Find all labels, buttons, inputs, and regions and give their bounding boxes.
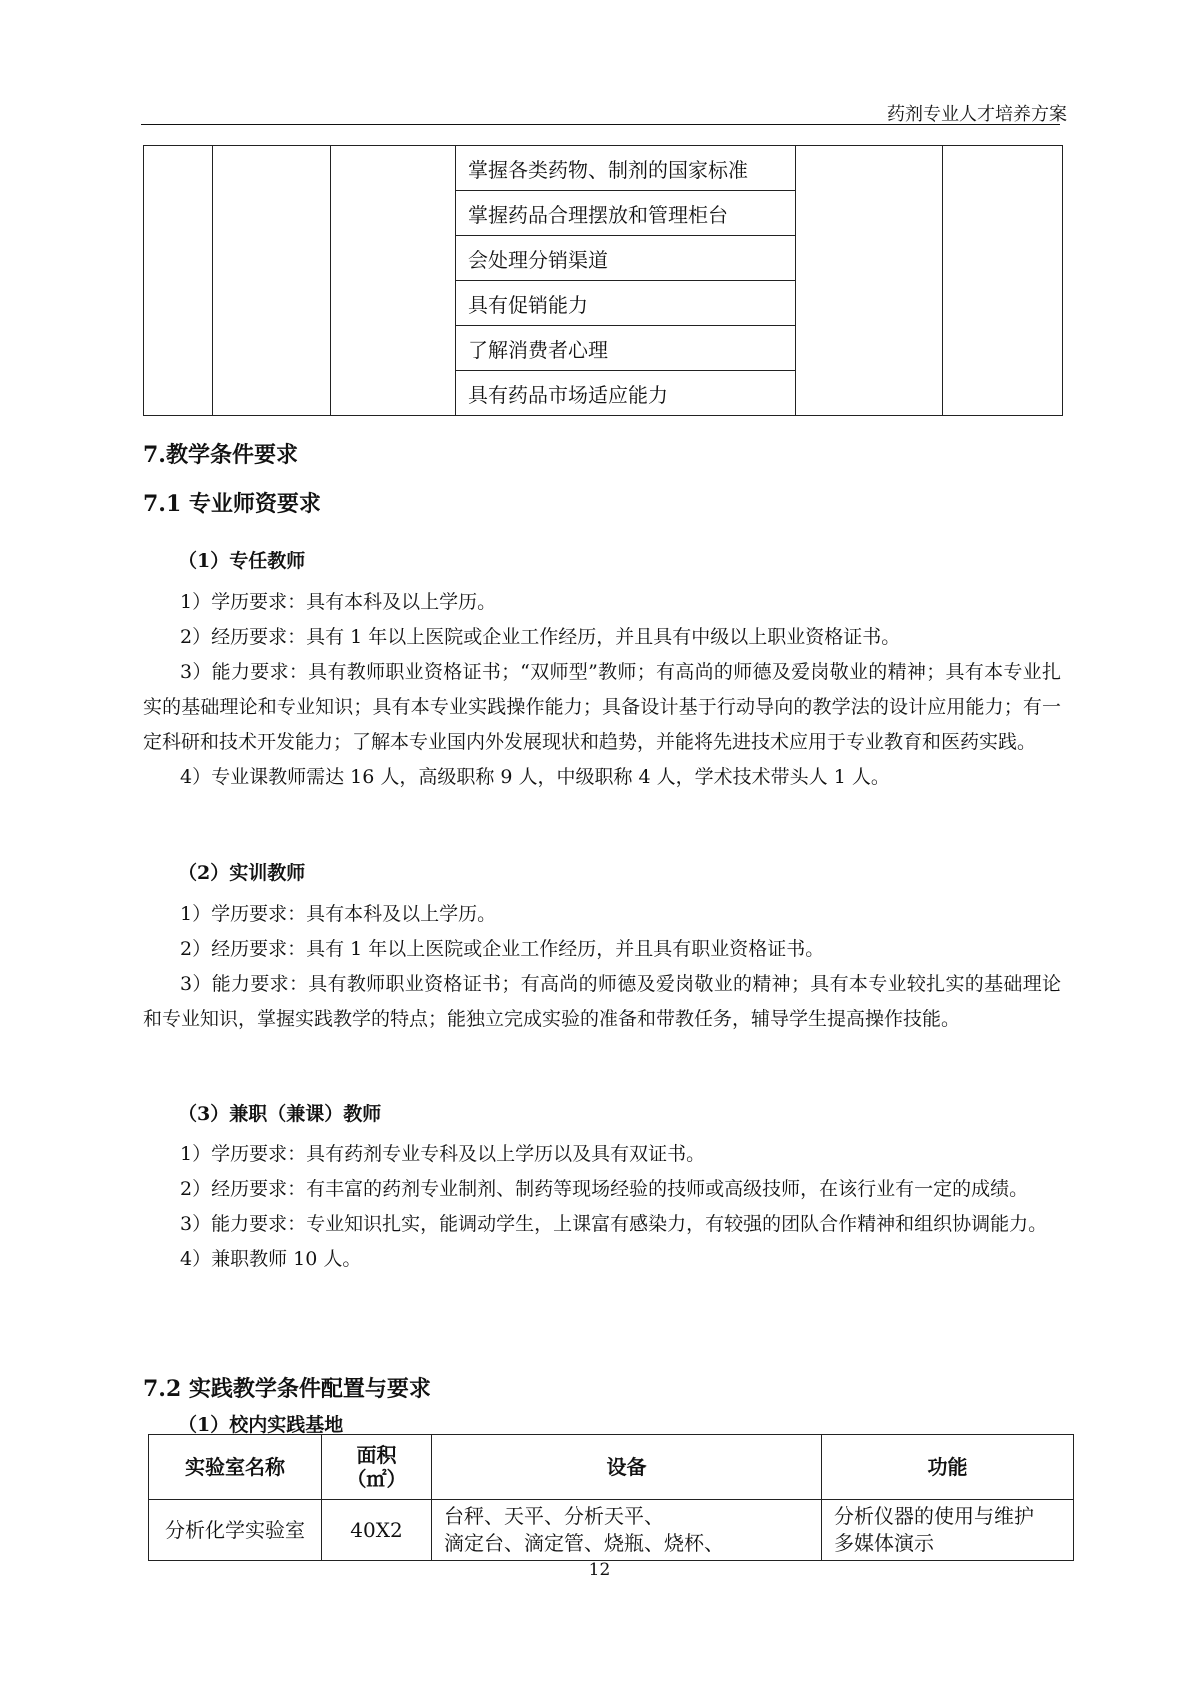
subsection-heading: 7.1 专业师资要求 [143, 491, 321, 517]
area-header-line1: 面积 [356, 1443, 397, 1467]
header-rule [141, 124, 1060, 125]
column-header-equipment: 设备 [432, 1435, 822, 1500]
requirement-item: 2）经历要求：具有 1 年以上医院或企业工作经历，并且具有职业资格证书。 [180, 938, 825, 960]
table-cell [144, 146, 213, 416]
competency-item: 具有促销能力 [456, 281, 796, 326]
table-row [149, 1500, 1074, 1561]
competency-item: 掌握药品合理摆放和管理柜台 [456, 191, 796, 236]
requirement-item: 1）学历要求：具有本科及以上学历。 [180, 591, 497, 613]
requirement-item: 3）能力要求：专业知识扎实，能调动学生，上课富有感染力，有较强的团队合作精神和组织协调能力。 [180, 1213, 1048, 1235]
requirement-item: 4）专业课教师需达 16 人，高级职称 9 人，中级职称 4 人，学术技术带头人 1 人。 [180, 766, 890, 788]
function-line: 多媒体演示 [834, 1531, 934, 1555]
competency-item: 会处理分销渠道 [456, 236, 796, 281]
table-cell [331, 146, 456, 416]
document-header-title: 药剂专业人才培养方案 [887, 104, 1067, 125]
training-teacher-requirements [143, 897, 1061, 1037]
equipment-line: 台秤、天平、分析天平、 [444, 1504, 664, 1528]
parttime-teacher-requirements [143, 1137, 1061, 1277]
function-line: 分析仪器的使用与维护 [834, 1504, 1034, 1528]
section-heading: 7.教学条件要求 [143, 442, 298, 468]
competency-item: 了解消费者心理 [456, 326, 796, 371]
requirement-item: 4）兼职教师 10 人。 [180, 1248, 362, 1270]
lab-table [148, 1434, 1074, 1561]
lab-area-cell: 40X2 [322, 1500, 432, 1561]
competency-item: 掌握各类药物、制剂的国家标准 [456, 146, 796, 191]
equipment-line: 滴定台、滴定管、烧瓶、烧杯、 [444, 1531, 724, 1555]
parttime-teacher-heading: （3）兼职（兼课）教师 [178, 1103, 382, 1125]
training-teacher-heading: （2）实训教师 [178, 862, 306, 884]
table-row [144, 146, 1063, 191]
lab-name-cell: 分析化学实验室 [149, 1500, 322, 1561]
table-cell [796, 146, 943, 416]
requirement-item: 2）经历要求：有丰富的药剂专业制剂、制药等现场经验的技师或高级技师，在该行业有一定的成绩。 [180, 1178, 1029, 1200]
requirement-item: 3）能力要求：具有教师职业资格证书；有高尚的师德及爱岗敬业的精神；具有本专业较扎实的基础理论和专业知识，掌握实践教学的特点；能独立完成实验的准备和带教任务，辅导学生提高操作技能。 [143, 973, 1061, 1030]
lab-function-cell [822, 1500, 1074, 1561]
competency-table [143, 145, 1063, 416]
table-header-row [149, 1435, 1074, 1500]
requirement-item: 3）能力要求：具有教师职业资格证书；“双师型”教师；有高尚的师德及爱岗敬业的精神；具有本专业扎实的基础理论和专业知识；具有本专业实践操作能力；具备设计基于行动导向的教学法的设计应用能力；有一定科研和技术开发能力；了解本专业国内外发展现状和趋势，并能将先进技术应用于专业教育和医药实践。 [143, 661, 1061, 753]
area-header-line2: （㎡） [346, 1467, 407, 1491]
column-header-area [322, 1435, 432, 1500]
page-number: 12 [588, 1560, 611, 1580]
competency-item: 具有药品市场适应能力 [456, 371, 796, 416]
fulltime-teacher-requirements [143, 585, 1061, 795]
lab-equipment-cell [432, 1500, 822, 1561]
table-cell [213, 146, 331, 416]
campus-base-heading: （1）校内实践基地 [178, 1414, 344, 1436]
requirement-item: 2）经历要求：具有 1 年以上医院或企业工作经历，并且具有中级以上职业资格证书。 [180, 626, 901, 648]
fulltime-teacher-heading: （1）专任教师 [178, 550, 306, 572]
requirement-item: 1）学历要求：具有本科及以上学历。 [180, 903, 497, 925]
column-header-name: 实验室名称 [149, 1435, 322, 1500]
column-header-function: 功能 [822, 1435, 1074, 1500]
subsection-heading: 7.2 实践教学条件配置与要求 [143, 1376, 431, 1402]
table-cell [943, 146, 1063, 416]
requirement-item: 1）学历要求：具有药剂专业专科及以上学历以及具有双证书。 [180, 1143, 706, 1165]
